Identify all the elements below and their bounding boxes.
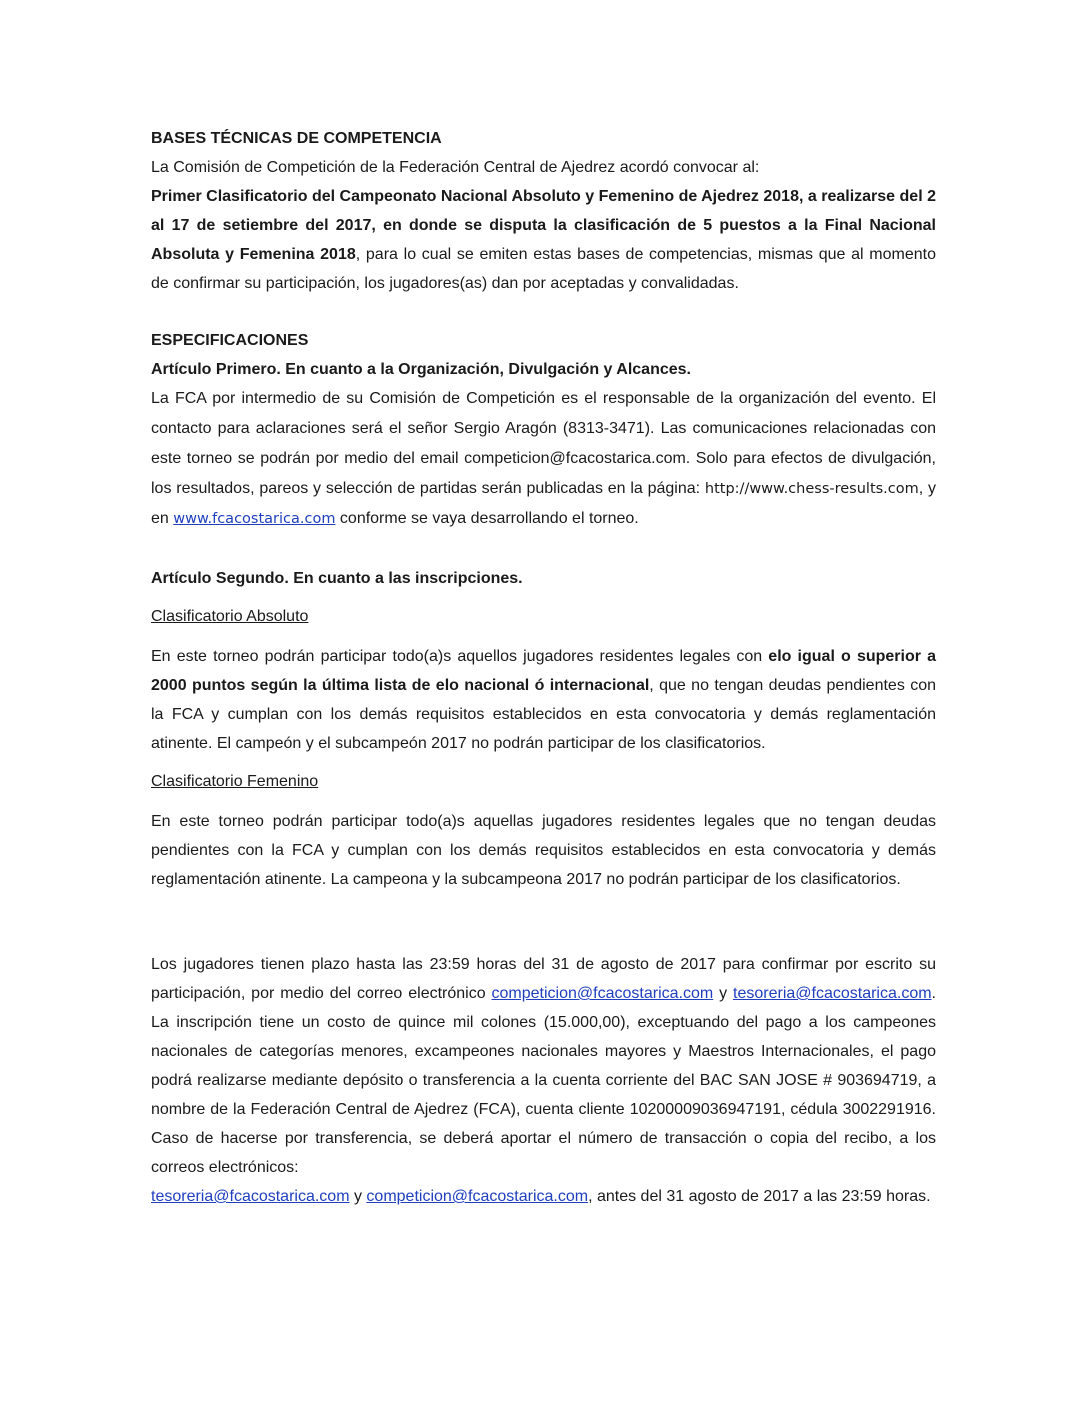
art2-heading-text: Artículo Segundo. En cuanto a las inscripciones. bbox=[151, 570, 523, 587]
tesoreria-email-link-2[interactable]: tesoreria@fcacostarica.com bbox=[151, 1188, 350, 1205]
intro-paragraph bbox=[151, 182, 936, 298]
intro-bold-text: Primer Clasificatorio del Campeonato Nacional Absoluto y Femenino de Ajedrez 2018, a realizarse del 2 al 17 de setiembre del 2017, en donde se disputa la clasificación de 5 puestos a la Final Nacional Absoluta y Femenina 2018 bbox=[151, 188, 936, 263]
art1-text-3: conforme se vaya desarrollando el torneo. bbox=[335, 510, 639, 527]
female-heading: Clasificatorio Femenino bbox=[151, 773, 319, 790]
intro-rest-text: , para lo cual se emiten estas bases de competencias, mismas que al momento de confirmar su participación, los jugadores(as) dan por aceptadas y convalidadas. bbox=[151, 246, 936, 292]
absolute-text: En este torneo podrán participar todo(a)s aquellos jugadores residentes legales con bbox=[151, 648, 769, 665]
art2-heading bbox=[151, 564, 936, 593]
female-paragraph: En este torneo podrán participar todo(a)s aquellas jugadores residentes legales que no tengan deudas pendientes con la FCA y cumplan con los demás requisitos establecidos en esta convocatoria y demás reglamentación atinente. La campeona y la subcampeona 2017 no podrán participar de los clasificatorios. bbox=[151, 813, 936, 888]
intro-line: La Comisión de Competición de la Federación Central de Ajedrez acordó convocar al: bbox=[151, 159, 760, 176]
registration-text-3: . La inscripción tiene un costo de quince mil colones (15.000,00), exceptuando del pago a los campeones nacionales de categorías menores, excampeones nacionales mayores y Maestros Internacionales, el pago podrá realizarse mediante depósito o transferencia a la cuenta corriente del BAC SAN JOSE # 903694719, a nombre de la Federación Central de Ajedrez (FCA), cuenta cliente 10200009036947191, cédula 3002291916. Caso de hacerse por transferencia, se deberá aportar el número de transacción o copia del recibo, a los correos electrónicos: bbox=[151, 985, 936, 1176]
document-page bbox=[151, 118, 936, 1211]
title-text: BASES TÉCNICAS DE COMPETENCIA bbox=[151, 130, 442, 147]
competicion-email-link[interactable]: competicion@fcacostarica.com bbox=[491, 985, 714, 1002]
absolute-heading: Clasificatorio Absoluto bbox=[151, 608, 309, 625]
art1-text: La FCA por intermedio de su Comisión de Competición es el responsable de la organización del evento. El contacto para aclaraciones será el señor Sergio Aragón (8313-3471). Las comunicaciones relacionadas con este torneo se podrán por medio del email competicion@fcacostarica.com. Solo para efectos de divulgación, los resultados, pareos y selección de partidas serán publicadas en la página: bbox=[151, 390, 936, 497]
chess-results-url: http://www.chess-results.com bbox=[704, 481, 919, 497]
registration-paragraph bbox=[151, 950, 936, 1211]
registration-text: Los jugadores tienen plazo hasta las 23:59 horas del 31 de agosto de 2017 para confirmar por escrito su participación, por medio del correo electrónico bbox=[151, 956, 936, 1002]
specs-heading-text: ESPECIFICACIONES bbox=[151, 332, 309, 349]
absolute-paragraph bbox=[151, 642, 936, 758]
absolute-text-2: , que no tengan deudas pendientes con la FCA y cumplan con los demás requisitos establecidos en esta convocatoria y demás reglamentación atinente. El campeón y el subcampeón 2017 no podrán participar de los clasificatorios. bbox=[151, 677, 936, 752]
tesoreria-email-link[interactable]: tesoreria@fcacostarica.com bbox=[733, 985, 932, 1002]
art1-text-2: , y en bbox=[151, 480, 937, 527]
absolute-bold-text: elo igual o superior a 2000 puntos según la última lista de elo nacional ó internacional bbox=[151, 648, 937, 694]
registration-text-4: y bbox=[349, 1188, 367, 1205]
art1-paragraph bbox=[151, 384, 936, 534]
registration-text-5: , antes del 31 agosto de 2017 a las 23:59 horas. bbox=[588, 1188, 931, 1205]
document-title bbox=[151, 124, 936, 153]
art1-heading-text: Artículo Primero. En cuanto a la Organización, Divulgación y Alcances. bbox=[151, 361, 691, 378]
registration-text-2: y bbox=[713, 985, 734, 1002]
specs-heading bbox=[151, 326, 936, 355]
fca-website-link[interactable]: www.fcacostarica.com bbox=[173, 511, 336, 527]
competicion-email-link-2[interactable]: competicion@fcacostarica.com bbox=[366, 1188, 589, 1205]
art1-heading bbox=[151, 355, 936, 384]
